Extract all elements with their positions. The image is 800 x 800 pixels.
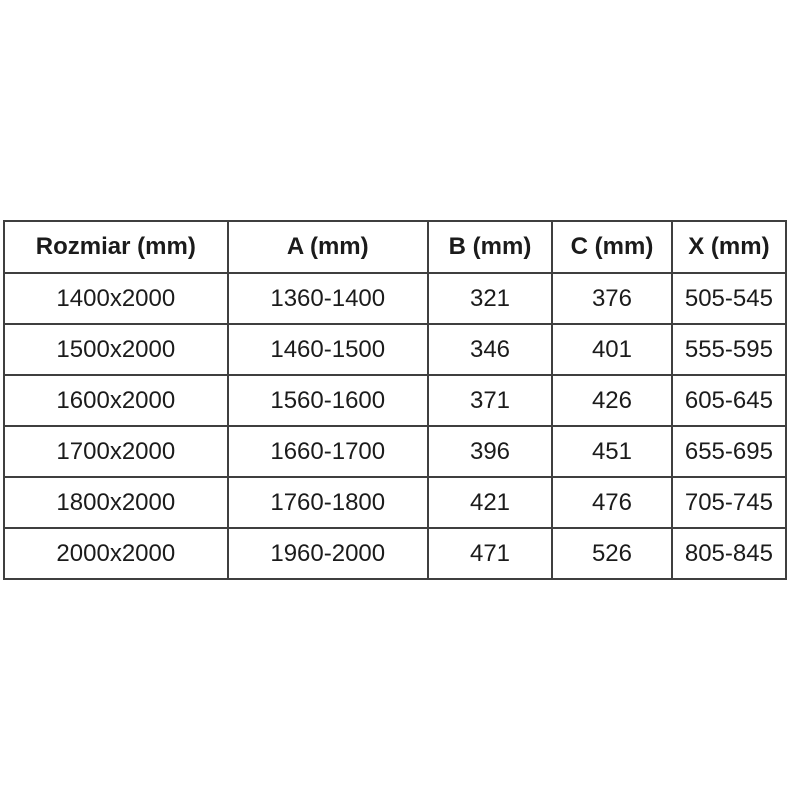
table-cell: 451 bbox=[552, 426, 672, 477]
table-cell: 321 bbox=[428, 273, 552, 324]
table-cell: 1560-1600 bbox=[228, 375, 428, 426]
table-cell: 346 bbox=[428, 324, 552, 375]
column-header: X (mm) bbox=[672, 221, 786, 273]
dimensions-table bbox=[3, 220, 787, 580]
table-cell: 1760-1800 bbox=[228, 477, 428, 528]
table-cell: 371 bbox=[428, 375, 552, 426]
table-cell: 1800x2000 bbox=[4, 477, 228, 528]
table-cell: 1660-1700 bbox=[228, 426, 428, 477]
table-cell: 805-845 bbox=[672, 528, 786, 579]
table-cell: 1460-1500 bbox=[228, 324, 428, 375]
table-cell: 426 bbox=[552, 375, 672, 426]
table-body bbox=[4, 273, 786, 579]
table-cell: 396 bbox=[428, 426, 552, 477]
table-cell: 376 bbox=[552, 273, 672, 324]
column-header: A (mm) bbox=[228, 221, 428, 273]
table-cell: 421 bbox=[428, 477, 552, 528]
table-cell: 1400x2000 bbox=[4, 273, 228, 324]
column-header: C (mm) bbox=[552, 221, 672, 273]
table-header bbox=[4, 221, 786, 273]
column-header: Rozmiar (mm) bbox=[4, 221, 228, 273]
table-cell: 471 bbox=[428, 528, 552, 579]
table-cell: 2000x2000 bbox=[4, 528, 228, 579]
table-cell: 401 bbox=[552, 324, 672, 375]
table-cell: 1500x2000 bbox=[4, 324, 228, 375]
table-cell: 705-745 bbox=[672, 477, 786, 528]
table-cell: 605-645 bbox=[672, 375, 786, 426]
table-header-row bbox=[4, 221, 786, 273]
column-header: B (mm) bbox=[428, 221, 552, 273]
table-row bbox=[4, 273, 786, 324]
table-cell: 1700x2000 bbox=[4, 426, 228, 477]
table-cell: 555-595 bbox=[672, 324, 786, 375]
table-cell: 655-695 bbox=[672, 426, 786, 477]
table-row bbox=[4, 375, 786, 426]
table-cell: 1600x2000 bbox=[4, 375, 228, 426]
table-cell: 1360-1400 bbox=[228, 273, 428, 324]
table-row bbox=[4, 324, 786, 375]
table-row bbox=[4, 528, 786, 579]
table-row bbox=[4, 426, 786, 477]
table-cell: 526 bbox=[552, 528, 672, 579]
table-cell: 476 bbox=[552, 477, 672, 528]
table-cell: 505-545 bbox=[672, 273, 786, 324]
table-cell: 1960-2000 bbox=[228, 528, 428, 579]
table-row bbox=[4, 477, 786, 528]
